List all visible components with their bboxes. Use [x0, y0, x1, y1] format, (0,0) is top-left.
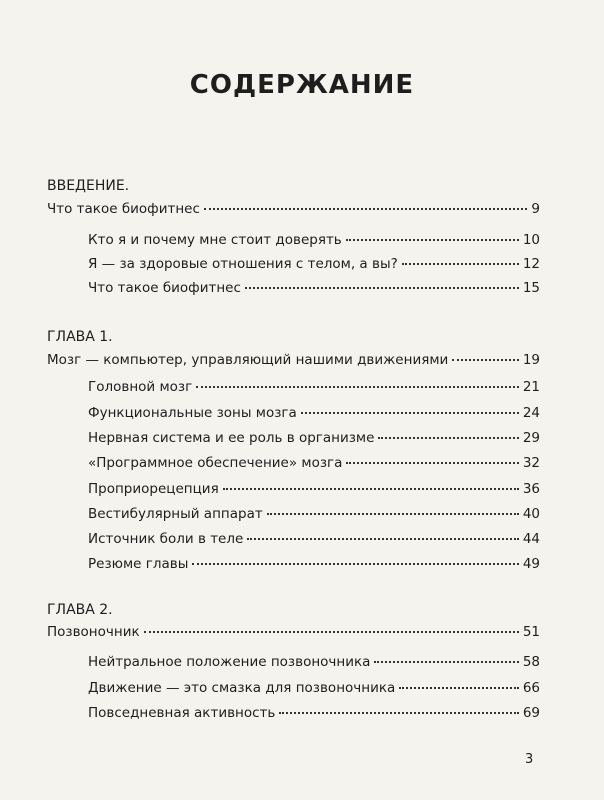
toc-subentry-page: 40: [522, 506, 540, 522]
toc-subentry-page: 69: [522, 705, 540, 721]
toc-subentry-title: Резюме главы: [88, 556, 189, 572]
toc-subentry-page: 21: [522, 379, 540, 395]
toc-subentry: [88, 506, 540, 524]
toc-subentry: [88, 481, 540, 499]
toc-subentry: [88, 654, 540, 672]
dot-leader: [402, 263, 519, 265]
toc-subentry: [88, 455, 540, 473]
toc-subentry-page: 10: [522, 232, 540, 248]
toc-entry-title: Мозг — компьютер, управляющий нашими движениями: [47, 352, 449, 368]
toc-subentry: [88, 430, 540, 448]
toc-subentry-page: 29: [522, 430, 540, 446]
toc-subentry-title: Головной мозг: [88, 379, 193, 395]
toc-subentry-title: Проприорецепция: [88, 481, 219, 497]
dot-leader: [279, 712, 518, 714]
toc-subentry-title: Повседневная активность: [88, 705, 276, 721]
toc-subentry-page: 36: [522, 481, 540, 497]
dot-leader: [301, 412, 519, 414]
toc-subentry-title: Что такое биофитнес: [88, 280, 241, 296]
toc-subentry: [88, 232, 540, 250]
toc-subentry: [88, 556, 540, 574]
dot-leader: [196, 386, 519, 388]
page-title: СОДЕРЖАНИЕ: [189, 70, 415, 100]
dot-leader: [267, 513, 519, 515]
dot-leader: [247, 538, 519, 540]
section-heading-chapter-1: ГЛАВА 1.: [47, 329, 113, 345]
dot-leader: [346, 239, 519, 241]
toc-subentry: [88, 280, 540, 298]
dot-leader: [378, 437, 518, 439]
dot-leader: [245, 287, 519, 289]
dot-leader: [204, 208, 527, 210]
toc-subentry-title: Движение — это смазка для позвоночника: [88, 680, 396, 696]
toc-subentry-page: 12: [522, 256, 540, 272]
section-heading-chapter-2: ГЛАВА 2.: [47, 602, 113, 618]
toc-subentry-title: «Программное обеспечение» мозга: [88, 455, 343, 471]
toc-entry-title: Позвоночник: [47, 624, 140, 640]
toc-entry-page: 19: [522, 352, 540, 368]
toc-subentry-page: 66: [522, 680, 540, 696]
section-heading-intro: ВВЕДЕНИЕ.: [47, 178, 130, 194]
toc-entry-page: 51: [522, 624, 540, 640]
toc-subentry-page: 58: [522, 654, 540, 670]
toc-subentry-page: 49: [522, 556, 540, 572]
toc-subentry-title: Функциональные зоны мозга: [88, 405, 297, 421]
toc-subentry-title: Кто я и почему мне стоит доверять: [88, 232, 342, 248]
toc-entry-title: Что такое биофитнес: [47, 201, 200, 217]
toc-subentry-page: 24: [522, 405, 540, 421]
toc-subentry: [88, 379, 540, 397]
toc-subentry-title: Источник боли в теле: [88, 531, 244, 547]
toc-subentry-title: Нервная система и ее роль в организме: [88, 430, 375, 446]
dot-leader: [192, 563, 518, 565]
toc-subentry-page: 15: [522, 280, 540, 296]
toc-subentry-page: 44: [522, 531, 540, 547]
dot-leader: [374, 661, 518, 663]
dot-leader: [399, 687, 519, 689]
toc-entry-page: 9: [531, 201, 540, 217]
toc-subentry-page: 32: [522, 455, 540, 471]
toc-subentry-title: Нейтральное положение позвоночника: [88, 654, 371, 670]
toc-subentry-title: Вестибулярный аппарат: [88, 506, 263, 522]
toc-subentry-title: Я — за здоровые отношения с телом, а вы?: [88, 256, 398, 272]
dot-leader: [452, 359, 519, 361]
toc-subentry: [88, 405, 540, 423]
dot-leader: [144, 631, 519, 633]
toc-subentry: [88, 256, 540, 274]
dot-leader: [223, 488, 519, 490]
toc-entry: [47, 201, 540, 219]
page-number: 3: [525, 752, 534, 767]
toc-subentry: [88, 531, 540, 549]
toc-subentry: [88, 680, 540, 698]
toc-subentry: [88, 705, 540, 723]
toc-entry: [47, 352, 540, 370]
dot-leader: [346, 462, 518, 464]
toc-entry: [47, 624, 540, 642]
